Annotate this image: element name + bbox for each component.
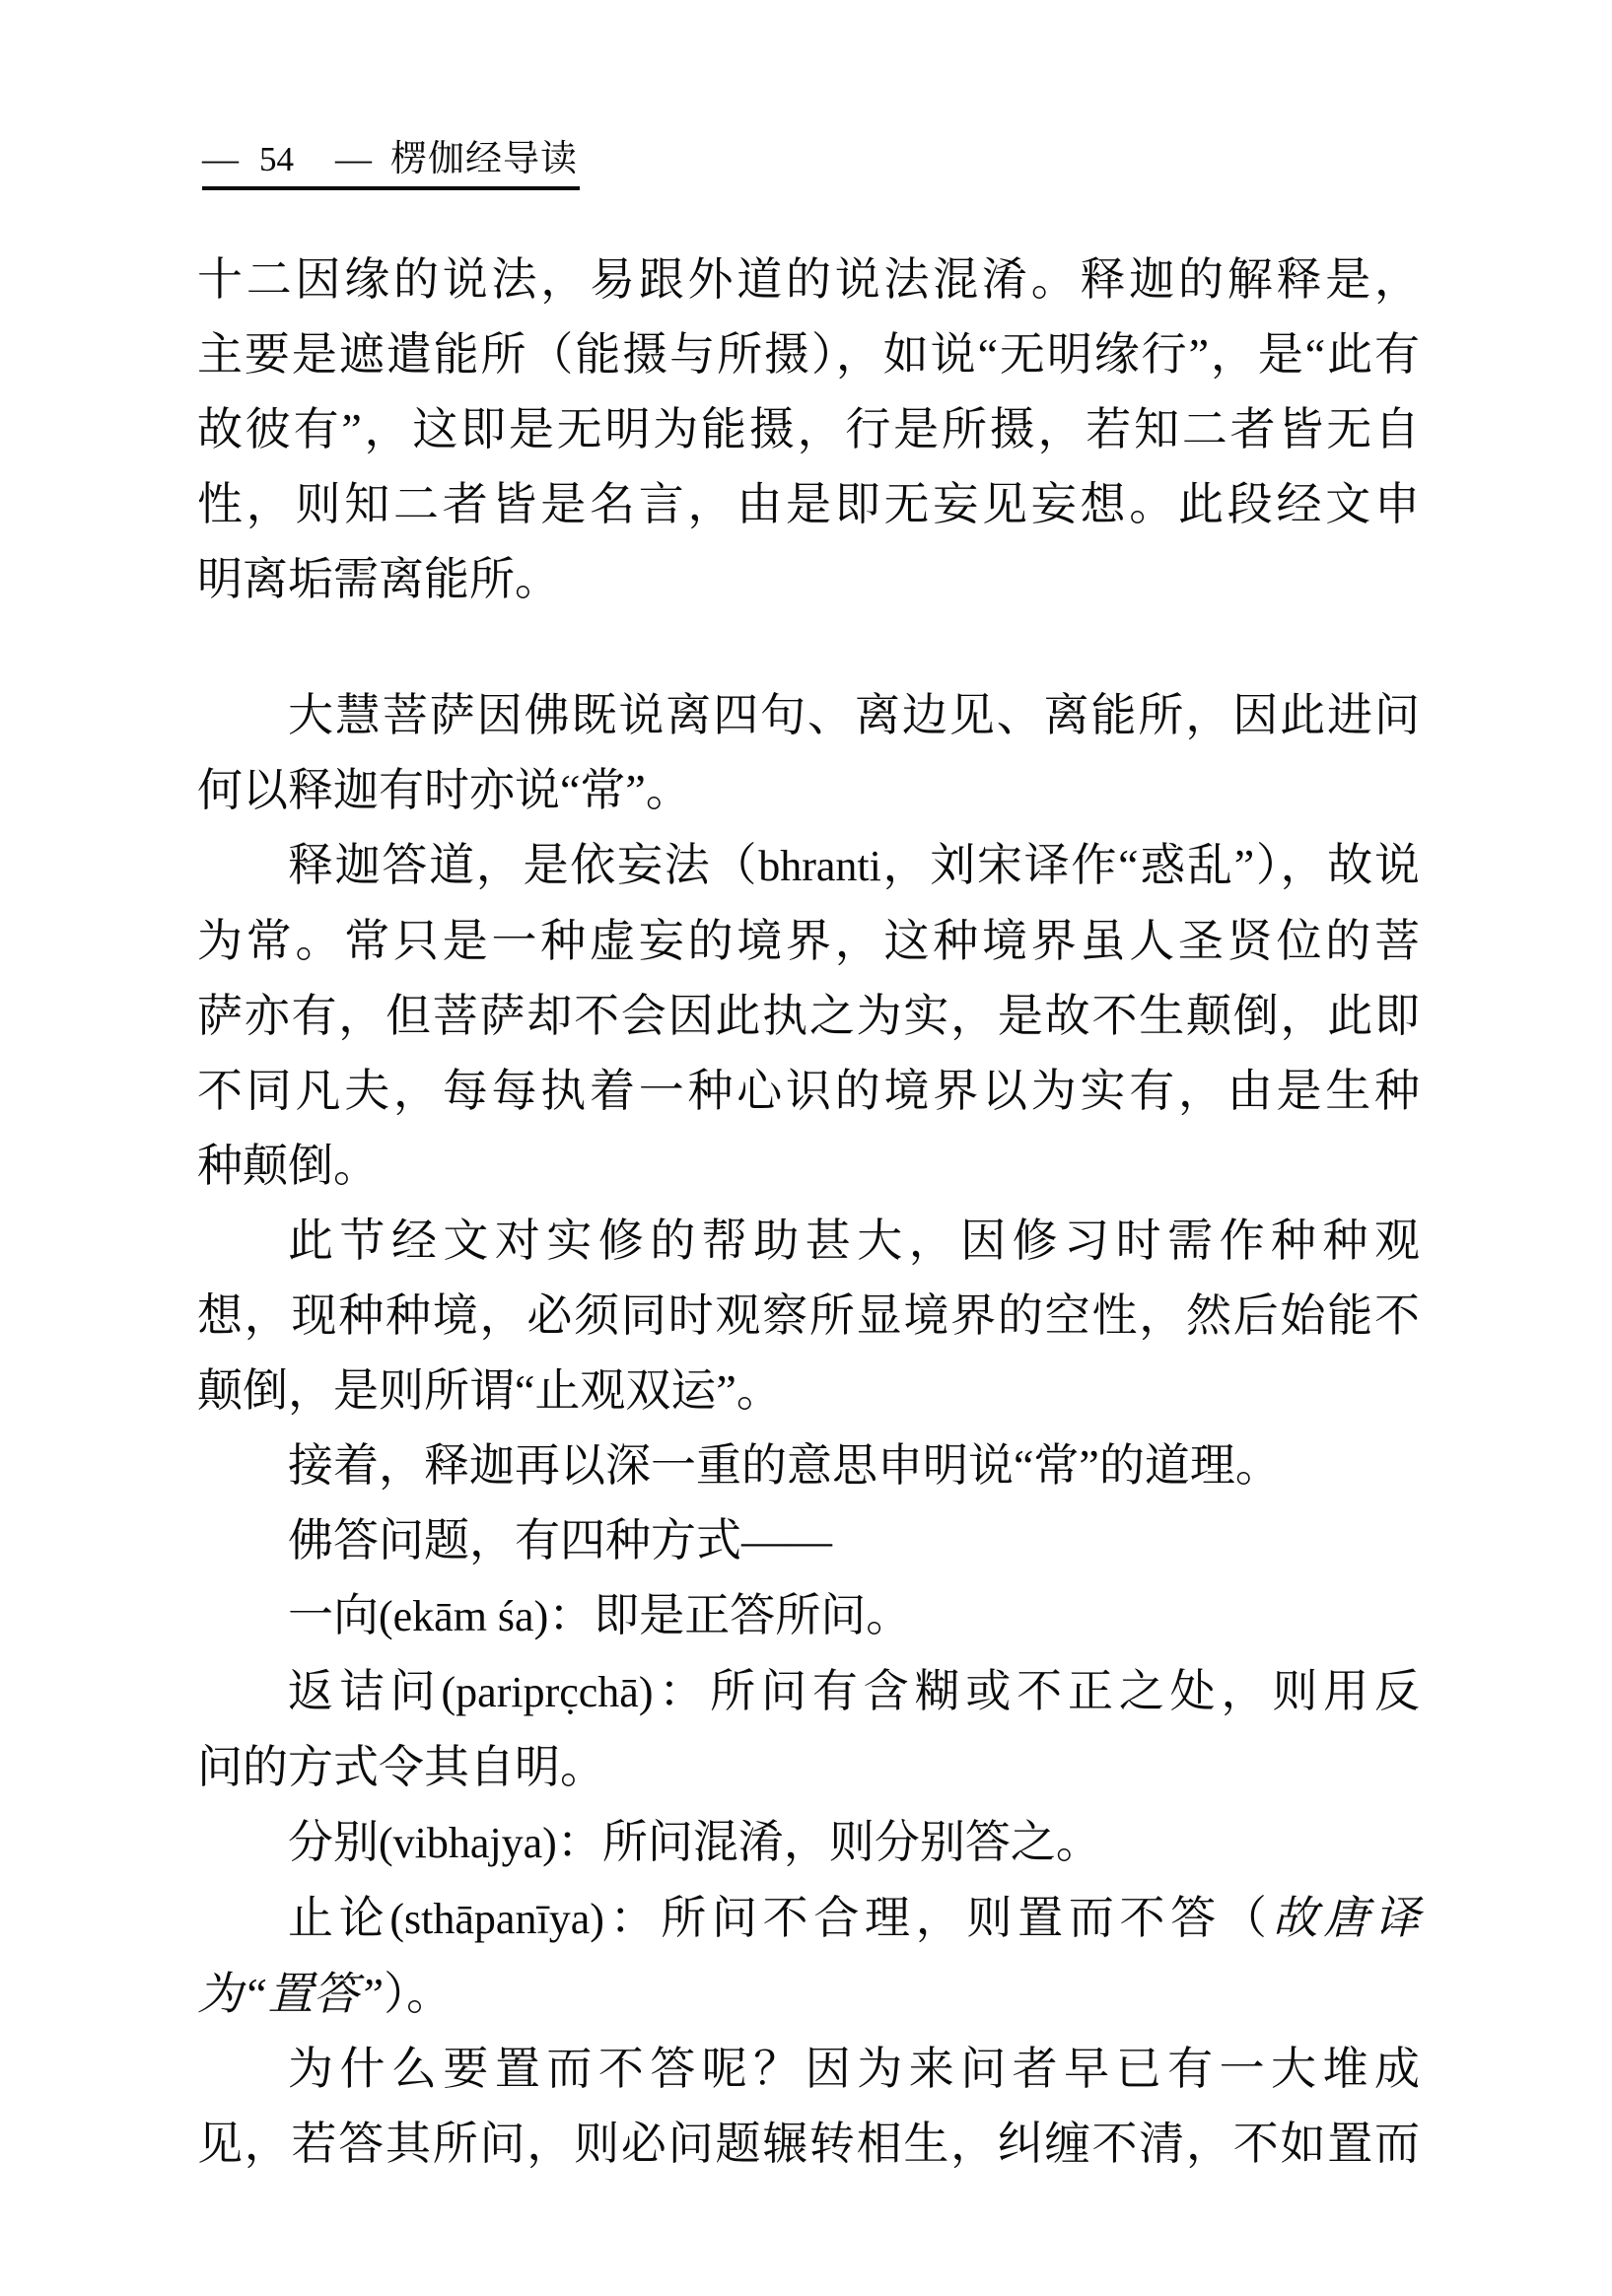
- text-line: [197, 1957, 1420, 2032]
- running-header: [202, 140, 580, 190]
- text-segment: 颠倒，是则所谓“止观双运”。: [197, 1365, 782, 1416]
- latin-term: (pariprc̣chā): [441, 1668, 654, 1716]
- page-number: 54: [259, 140, 294, 178]
- paragraph: [197, 828, 1420, 1204]
- text-segment: 为“置答”: [197, 1969, 385, 2019]
- text-line: [197, 467, 1420, 542]
- text-line: [197, 1279, 1420, 1354]
- text-line: [197, 243, 1420, 317]
- text-line: [197, 317, 1420, 392]
- latin-term: (ekām śa): [379, 1592, 549, 1640]
- paragraph: [197, 1578, 1420, 1654]
- book-title: 楞伽经导读: [390, 139, 578, 179]
- text-line: [197, 1503, 1420, 1578]
- text-segment: ：所问混淆，则分别答之。: [556, 1817, 1101, 1867]
- text-line: [197, 542, 1420, 617]
- paragraph: [197, 1503, 1420, 1578]
- text-segment: 萨亦有，但菩萨却不会因此执之为实，是故不生颠倒，此即: [197, 991, 1420, 1041]
- latin-term: bhranti: [758, 842, 881, 890]
- text-line: [197, 979, 1420, 1054]
- text-segment: 为常。常只是一种虚妄的境界，这种境界虽人圣贤位的菩: [197, 916, 1420, 966]
- text-segment: 不同凡夫，每每执着一种心识的境界以为实有，由是生种: [197, 1066, 1420, 1116]
- text-line: [197, 1428, 1420, 1503]
- text-line: [197, 1805, 1420, 1881]
- paragraph: [197, 1428, 1420, 1503]
- text-segment: 佛答问题，有四种方式——: [288, 1515, 832, 1565]
- text-line: [197, 1204, 1420, 1279]
- text-segment: 接着，释迦再以深一重的意思申明说“常”的道理。: [288, 1440, 1281, 1491]
- text-segment: ）。: [384, 1969, 453, 2019]
- text-line: [197, 678, 1420, 753]
- text-segment: 止论: [288, 1893, 390, 1943]
- latin-term: (sthāpanīya): [389, 1895, 604, 1943]
- text-line: [197, 904, 1420, 979]
- paragraph: [197, 678, 1420, 828]
- text-segment: 想，现种种境，必须同时观察所显境界的空性，然后始能不: [197, 1290, 1420, 1341]
- text-segment: 释迦答道，是依妄法（: [288, 840, 759, 890]
- text-segment: 为什么要置而不答呢？因为来问者早已有一大堆成: [288, 2044, 1420, 2094]
- paragraph: [197, 1881, 1420, 2032]
- text-segment: 大慧菩萨因佛既说离四句、离边见、离能所，因此进问: [288, 690, 1420, 740]
- text-segment: ，刘宋译作“惑乱”），故说: [880, 840, 1420, 890]
- text-segment: 主要是遮遣能所（能摄与所摄），如说“无明缘行”，是“此有: [197, 329, 1420, 380]
- text-segment: 何以释迦有时亦说“常”。: [197, 765, 691, 815]
- text-segment: 性，则知二者皆是名言，由是即无妄见妄想。此段经文申: [197, 479, 1420, 529]
- text-segment: 种颠倒。: [197, 1141, 379, 1191]
- paragraph: [197, 1805, 1420, 1881]
- text-segment: ：所问有含糊或不正之处，则用反: [653, 1666, 1421, 1716]
- header-dash-right: —: [335, 139, 372, 179]
- text-line: [197, 2032, 1420, 2107]
- paragraph: [197, 243, 1420, 617]
- text-segment: 分别: [288, 1817, 379, 1867]
- text-segment: 此节经文对实修的帮助甚大，因修习时需作种种观: [288, 1216, 1420, 1266]
- text-line: [197, 1578, 1420, 1654]
- text-segment: 一向: [288, 1590, 379, 1640]
- text-segment: ：即是正答所问。: [548, 1590, 912, 1640]
- header-dash-left: —: [202, 139, 239, 179]
- paragraph: [197, 1654, 1420, 1805]
- text-line: [197, 753, 1420, 828]
- text-line: [197, 1054, 1420, 1129]
- text-segment: 故唐译: [1272, 1893, 1421, 1943]
- text-line: [197, 1730, 1420, 1805]
- paragraph: [197, 1204, 1420, 1428]
- page-body: [197, 243, 1420, 2182]
- text-line: [197, 392, 1420, 467]
- text-segment: ：所问不合理，则置而不答（: [603, 1893, 1273, 1943]
- latin-term: (vibhajya): [379, 1819, 557, 1867]
- text-segment: 十二因缘的说法，易跟外道的说法混淆。释迦的解释是，: [197, 254, 1420, 305]
- text-segment: 问的方式令其自明。: [197, 1742, 605, 1792]
- text-segment: 明离垢需离能所。: [197, 554, 560, 604]
- text-line: [197, 1129, 1420, 1204]
- text-line: [197, 1654, 1420, 1730]
- text-line: [197, 1881, 1420, 1957]
- text-segment: 见，若答其所问，则必问题辗转相生，纠缠不清，不如置而: [197, 2119, 1420, 2169]
- text-segment: 故彼有”，这即是无明为能摄，行是所摄，若知二者皆无自: [197, 404, 1420, 454]
- text-line: [197, 828, 1420, 904]
- text-segment: 返诘问: [288, 1666, 442, 1716]
- paragraph: [197, 2032, 1420, 2182]
- text-line: [197, 1354, 1420, 1428]
- text-line: [197, 2107, 1420, 2182]
